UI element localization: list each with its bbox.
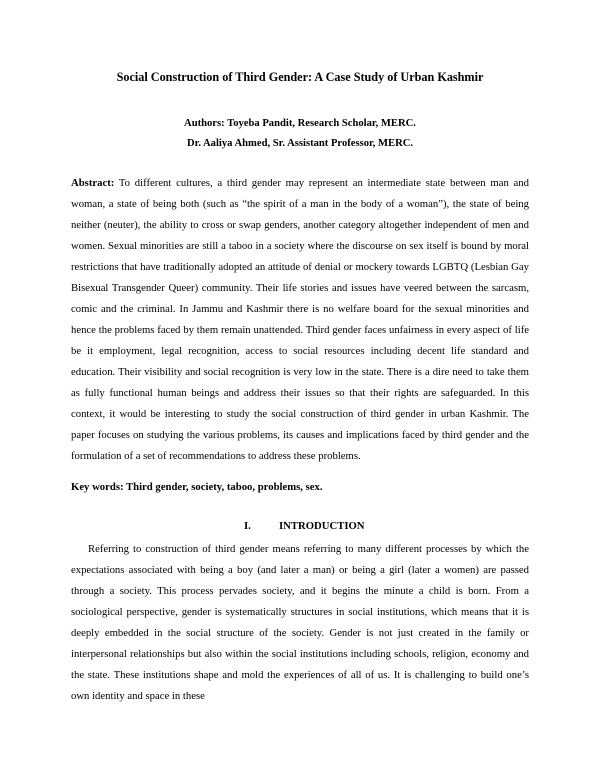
author-line-2: Dr. Aaliya Ahmed, Sr. Assistant Professor, MERC.	[186, 138, 414, 149]
author-block	[0, 114, 600, 154]
keywords-line: Key words: Third gender, society, taboo, problems, sex.	[71, 481, 323, 493]
abstract-text: To different cultures, a third gender may represent an intermediate state between man and woman, a state of being both (such as “the spirit of a man in the body of a woman”), the state of being neither (neuter), the ability to cross or swap genders, another category altogether independent of men and women. Sexual minorities are still a taboo in a society where the discourse on sex itself is bound by moral restrictions that have traditionally adopted an attitude of denial or mockery towards LGBTQ (Lesbian Gay Bisexual Transgender Queer) community. Their life stories and issues have veered between the sarcasm, comic and the criminal. In Jammu and Kashmir there is no welfare board for the sexual minorities and hence the problems faced by them remain unattended. Third gender faces unfairness in every aspect of life be it employment, legal recognition, access to social resources including decent life standard and education. Their visibility and social recognition is very low in the state. There is a dire need to take them as fully functional human beings and address their issues so that their rights are safeguarded. In this context, it would be interesting to study the social construction of third gender in urban Kashmir. The paper focuses on studying the various problems, its causes and implications faced by third gender and the formulation of a set of recommendations to address these problems.	[71, 177, 529, 462]
section-number: I.	[244, 520, 251, 532]
paper-title: Social Construction of Third Gender: A Case Study of Urban Kashmir	[116, 70, 484, 84]
section-title: INTRODUCTION	[279, 520, 365, 532]
abstract-paragraph	[71, 173, 529, 467]
introduction-paragraph: Referring to construction of third gender means referring to many different processes by which the expectations associated with being a boy (and later a man) or being a girl (later a women) are passed through a society. This process pervades society, and it begins the minute a child is born. From a sociological perspective, gender is systematically structures in social institutions, which means that it is deeply embedded in the social structure of the society. Gender is not just created in the family or interpersonal relationships but also within the social institutions including schools, religion, economy and the state. These institutions shape and mold the experiences of all of us. It is challenging to build one’s own identity and space in these	[71, 543, 529, 702]
author-line-1: Authors: Toyeba Pandit, Research Scholar, MERC.	[184, 118, 416, 129]
abstract-label: Abstract:	[71, 177, 115, 189]
